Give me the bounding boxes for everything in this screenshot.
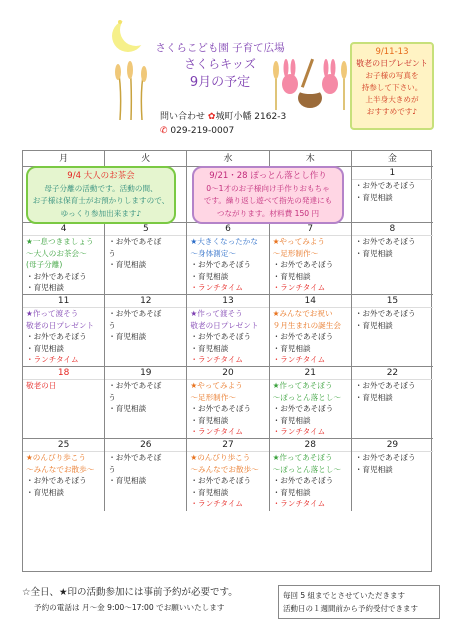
- activity-line: ・ランチタイム: [272, 499, 326, 508]
- day-cell: [23, 295, 105, 366]
- activity-line: ・ランチタイム: [272, 283, 326, 292]
- activity-line: う: [108, 392, 116, 402]
- day-number: 22: [352, 367, 433, 380]
- contact-block: [160, 110, 300, 138]
- sakura-icon: ✿: [207, 112, 216, 122]
- activity-line: ★大きくなったかな: [190, 237, 258, 246]
- activity-line: ・育児相談: [108, 260, 147, 269]
- activity-line: ・育児相談: [190, 343, 229, 353]
- activity-line: ・お外であそぼう: [272, 476, 334, 485]
- day-number: 15: [352, 295, 433, 308]
- activity-line: ★作ってあそぼう: [272, 381, 333, 390]
- activity-line: ～足形制作～: [272, 248, 319, 258]
- activity-line: [23, 294, 104, 295]
- weekday-header-row: [23, 151, 433, 167]
- day-number: 6: [187, 223, 268, 236]
- weekday-header: 木: [270, 151, 352, 166]
- activity-line: ・育児相談: [26, 283, 64, 292]
- day-cell: [187, 439, 269, 511]
- activity-line: ～みんなでお散歩～: [190, 464, 259, 474]
- week-row: [23, 439, 433, 511]
- activity-line: ・お外であそぼ: [108, 453, 162, 462]
- day-cell: [105, 295, 187, 366]
- day-cell: [105, 223, 187, 294]
- activity-line: ・ランチタイム: [190, 427, 244, 436]
- day-number: 1: [352, 167, 433, 180]
- footer-box-line: 毎回 5 組までとさせていただきます: [283, 591, 406, 600]
- activity-line: ・育児相談: [272, 415, 311, 425]
- activity-line: ・お外であそぼう: [354, 309, 416, 318]
- notice-line: 母子分離の活動です。活動の間、: [44, 183, 158, 193]
- activity-line: ・育児相談: [272, 343, 311, 353]
- activity-line: ・お外であそぼう: [190, 260, 252, 269]
- activity-line: ・育児相談: [190, 415, 229, 425]
- activity-line: ～大人のお茶会～: [26, 248, 87, 258]
- phone-icon: ✆: [160, 126, 168, 136]
- weekday-header: 月: [23, 151, 105, 166]
- footer-notice: ☆全日、★印の活動参加には事前予約が必要です。: [22, 587, 238, 598]
- notice-title: 9/21・28 ぽっとん落とし作り: [209, 171, 327, 181]
- footer-phone-note: 予約の電話は 月～金 9:00～17:00 でお願いいたします: [34, 603, 225, 612]
- activity-line: ・お外であそぼう: [26, 476, 87, 485]
- activity-line: ★のんびり歩こう: [190, 453, 251, 462]
- activity-line: ・育児相談: [26, 343, 64, 353]
- activity-line: ・育児相談: [190, 487, 229, 497]
- activity-line: ・お外であそぼう: [354, 237, 416, 246]
- day-cell: [23, 223, 105, 294]
- day-number: 11: [23, 295, 104, 308]
- program-name: さくらキッズ: [184, 57, 256, 71]
- day-number: 20: [187, 367, 268, 380]
- activity-line: ・育児相談: [272, 271, 311, 281]
- activity-line: ・育児相談: [354, 464, 393, 474]
- day-number: 28: [270, 439, 351, 452]
- phone-number: 029-219-0007: [170, 126, 235, 136]
- activity-line: ★やってみよう: [272, 237, 325, 246]
- activity-line: ・ランチタイム: [190, 355, 244, 364]
- activity-line: ・育児相談: [190, 271, 229, 281]
- activity-line: ・育児相談: [108, 332, 147, 341]
- notice-pottan-toy: [192, 166, 344, 224]
- week-row: [23, 295, 433, 367]
- day-cell: [352, 295, 433, 366]
- day-cell: [270, 367, 352, 438]
- footer-box-line: 活動日の１週間前から予約受付できます: [283, 604, 418, 613]
- contact-label: 問い合わせ: [160, 112, 206, 122]
- activity-line: ★作って渡そう: [190, 309, 243, 318]
- day-number: 13: [187, 295, 268, 308]
- org-name: さくらこども園 子育て広場: [155, 42, 285, 54]
- activity-line: ・育児相談: [108, 404, 147, 413]
- activity-line: ・お外であそぼ: [108, 381, 162, 390]
- activity-line: ★一息つきましょう: [26, 237, 94, 246]
- footer-limit-box: [278, 585, 440, 619]
- day-cell: [187, 367, 269, 438]
- activity-line: ・お外であそぼう: [272, 404, 334, 413]
- activity-line: ９月生まれの誕生会: [272, 320, 341, 330]
- activity-line: ・お外であそぼう: [190, 476, 252, 485]
- activity-line: ・育児相談: [354, 392, 393, 402]
- activity-line: 敬老の日: [26, 381, 57, 390]
- day-number: 18: [23, 367, 104, 380]
- activity-line: ・ランチタイム: [272, 427, 326, 436]
- week-row: [23, 223, 433, 295]
- notice-tea-party: [26, 166, 176, 224]
- activity-line: ・お外であそぼう: [354, 181, 416, 190]
- weekday-header: 水: [187, 151, 269, 166]
- activity-line: ★作って渡そう: [26, 309, 79, 318]
- promo-date: 9/11-13: [375, 47, 409, 57]
- day-cell: [352, 223, 433, 294]
- day-cell: [270, 223, 352, 294]
- day-cell: [270, 439, 352, 511]
- notice-line: お子様は保育士がお預かりしますので、: [32, 196, 170, 205]
- activity-line: ・ランチタイム: [26, 355, 79, 364]
- activity-line: ★作ってあそぼう: [272, 453, 333, 462]
- activity-line: ～ぽっとん落とし～: [272, 392, 341, 402]
- activity-line: ・ランチタイム: [190, 283, 244, 292]
- activity-line: ・お外であそぼう: [272, 260, 334, 269]
- promo-box: [350, 42, 434, 130]
- activity-line: ・ランチタイム: [190, 499, 244, 508]
- day-cell: [352, 167, 433, 222]
- promo-title: 敬老の日プレゼント: [356, 59, 428, 68]
- day-number: 8: [352, 223, 433, 236]
- day-number: 7: [270, 223, 351, 236]
- day-number: 5: [105, 223, 186, 236]
- day-number: 12: [105, 295, 186, 308]
- notice-line: つながります。材料費 150 円: [216, 208, 320, 218]
- day-number: 27: [187, 439, 268, 452]
- activity-line: ・育児相談: [354, 248, 393, 258]
- day-cell: [352, 439, 433, 511]
- day-number: 29: [352, 439, 433, 452]
- promo-line: おすすめです♪: [366, 107, 418, 116]
- activity-line: 敬老の日プレゼント: [26, 320, 95, 330]
- activity-line: ★のんびり歩こう: [26, 453, 86, 462]
- activity-line: ・育児相談: [26, 487, 64, 497]
- activity-line: う: [108, 248, 116, 258]
- activity-line: ～足形制作～: [190, 392, 236, 402]
- activity-line: ・お外であそぼう: [26, 271, 87, 281]
- activity-line: ～身体測定～: [190, 248, 236, 258]
- promo-line: お子様の写真を: [365, 71, 419, 80]
- notice-title: 9/4 大人のお茶会: [67, 171, 135, 181]
- activity-line: ・お外であそぼう: [354, 453, 416, 462]
- day-cell: [105, 367, 187, 438]
- week-row: [23, 367, 433, 439]
- day-cell: [23, 439, 105, 511]
- day-number: 21: [270, 367, 351, 380]
- activity-line: ★やってみよう: [190, 381, 243, 390]
- day-number: 14: [270, 295, 351, 308]
- day-cell: [352, 367, 433, 438]
- activity-line: ・お外であそぼう: [190, 332, 252, 341]
- notice-line: です。繰り返し遊べて指先の発達にも: [203, 196, 333, 205]
- day-number: 19: [105, 367, 186, 380]
- day-number: 4: [23, 223, 104, 236]
- activity-line: ・育児相談: [354, 192, 393, 202]
- activity-line: ・育児相談: [108, 476, 147, 485]
- notice-line: 0～1才のお子様向け手作りおもちゃ: [206, 183, 330, 193]
- activity-line: ・お外であそぼう: [272, 332, 334, 341]
- activity-line: ・育児相談: [354, 320, 393, 330]
- activity-line: う: [108, 320, 116, 330]
- activity-line: ・お外であそぼ: [108, 309, 162, 318]
- activity-line: ・お外であそぼ: [108, 237, 162, 246]
- day-number: 25: [23, 439, 104, 452]
- activity-line: ★みんなでお祝い: [272, 309, 333, 318]
- day-cell: [187, 223, 269, 294]
- day-cell: [23, 367, 105, 438]
- activity-line: ・育児相談: [272, 487, 311, 497]
- activity-line: ・お外であそぼう: [190, 404, 252, 413]
- address: 城町小幡 2162-3: [215, 112, 287, 122]
- activity-line: ・お外であそぼう: [354, 381, 416, 390]
- day-cell: [187, 295, 269, 366]
- promo-line: 上半身大きめが: [365, 95, 419, 104]
- page-title: 9月の予定: [189, 75, 251, 90]
- activity-line: ～みんなでお散歩～: [26, 464, 95, 474]
- day-cell: [270, 295, 352, 366]
- weekday-header: 金: [387, 154, 397, 164]
- notice-line: ゆっくり参加出来ます♪: [60, 208, 142, 218]
- promo-line: 持参して下さい。: [361, 83, 423, 92]
- activity-line: (母子分離): [26, 260, 63, 269]
- day-cell: [105, 439, 187, 511]
- day-number: 26: [105, 439, 186, 452]
- activity-line: 敬老の日プレゼント: [190, 320, 259, 330]
- activity-line: ・お外であそぼう: [26, 332, 87, 341]
- weekday-header: 火: [105, 151, 187, 166]
- activity-line: う: [108, 464, 116, 474]
- activity-line: ～ぽっとん落とし～: [272, 464, 341, 474]
- activity-line: ・ランチタイム: [272, 355, 326, 364]
